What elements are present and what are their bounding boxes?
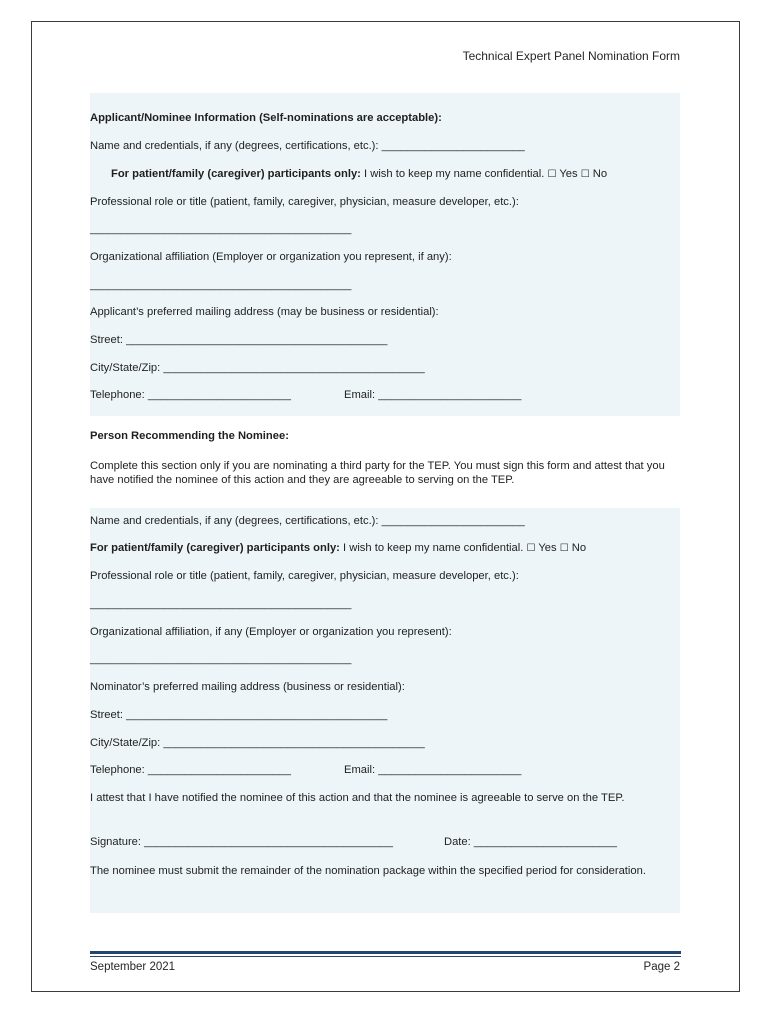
recommender-name-field[interactable]: Name and credentials, if any (degrees, certifications, etc.): _______________________	[90, 515, 525, 527]
document-page	[31, 21, 740, 992]
applicant-org-label: Organizational affiliation (Employer or organization you represent, if any):	[90, 251, 452, 263]
recommender-street-field[interactable]: Street: __________________________________________	[90, 709, 388, 721]
applicant-city-field[interactable]: City/State/Zip: __________________________________________	[90, 362, 425, 374]
applicant-yes-label: Yes	[556, 168, 578, 180]
recommender-attestation: I attest that I have notified the nominee of this action and that the nominee is agreeable to serve on the TEP.	[90, 792, 625, 804]
footer-date: September 2021	[90, 961, 176, 973]
recommender-section-heading: Person Recommending the Nominee:	[90, 430, 289, 442]
applicant-role-field[interactable]: __________________________________________	[90, 223, 352, 235]
recommender-city-field[interactable]: City/State/Zip: __________________________________________	[90, 737, 425, 749]
recommender-date-field[interactable]: Date: _______________________	[444, 836, 617, 848]
recommender-closing-note: The nominee must submit the remainder of the nomination package within the specified period for consideration.	[90, 865, 646, 877]
recommender-no-checkbox[interactable]: ☐	[559, 543, 569, 554]
footer-page-number: Page 2	[643, 961, 680, 973]
recommender-org-field[interactable]: __________________________________________	[90, 653, 352, 665]
recommender-confidential-row	[90, 541, 586, 556]
applicant-caregiver-label: For patient/family (caregiver) participants only:	[111, 168, 361, 180]
recommender-confidential-text: I wish to keep my name confidential.	[339, 542, 524, 554]
applicant-no-checkbox[interactable]: ☐	[580, 169, 590, 180]
applicant-role-label: Professional role or title (patient, family, caregiver, physician, measure developer, etc.):	[90, 196, 519, 208]
applicant-org-field[interactable]: __________________________________________	[90, 279, 352, 291]
recommender-org-label: Organizational affiliation, if any (Employer or organization you represent):	[90, 626, 452, 638]
page-header-title: Technical Expert Panel Nomination Form	[462, 49, 680, 63]
recommender-signature-field[interactable]: Signature: ________________________________________	[90, 836, 393, 848]
recommender-telephone-field[interactable]: Telephone: _______________________	[90, 764, 291, 776]
applicant-telephone-field[interactable]: Telephone: _______________________	[90, 389, 291, 401]
recommender-instructions: Complete this section only if you are nominating a third party for the TEP. You must sign this form and attest that you have notified the nominee of this action and they are agreeable to serving on the TEP.	[90, 460, 665, 486]
recommender-role-label: Professional role or title (patient, family, caregiver, physician, measure developer, etc.):	[90, 570, 519, 582]
applicant-confidential-text: I wish to keep my name confidential.	[360, 168, 545, 180]
recommender-address-label: Nominator’s preferred mailing address (business or residential):	[90, 681, 405, 693]
recommender-email-field[interactable]: Email: _______________________	[344, 764, 522, 776]
recommender-yes-checkbox[interactable]: ☐	[526, 543, 536, 554]
applicant-yes-checkbox[interactable]: ☐	[547, 169, 557, 180]
footer-rule	[90, 951, 681, 954]
applicant-address-label: Applicant’s preferred mailing address (may be business or residential):	[90, 306, 439, 318]
applicant-email-field[interactable]: Email: _______________________	[344, 389, 522, 401]
recommender-yes-label: Yes	[535, 542, 557, 554]
applicant-street-field[interactable]: Street: __________________________________________	[90, 334, 388, 346]
applicant-no-label: No	[589, 168, 608, 180]
applicant-confidential-row	[111, 167, 607, 182]
applicant-name-field[interactable]: Name and credentials, if any (degrees, certifications, etc.): _______________________	[90, 140, 525, 152]
footer-rule-thin	[90, 956, 681, 957]
recommender-role-field[interactable]: __________________________________________	[90, 598, 352, 610]
recommender-caregiver-label: For patient/family (caregiver) participants only:	[90, 542, 340, 554]
applicant-section-heading: Applicant/Nominee Information (Self-nominations are acceptable):	[90, 112, 442, 124]
recommender-no-label: No	[568, 542, 587, 554]
